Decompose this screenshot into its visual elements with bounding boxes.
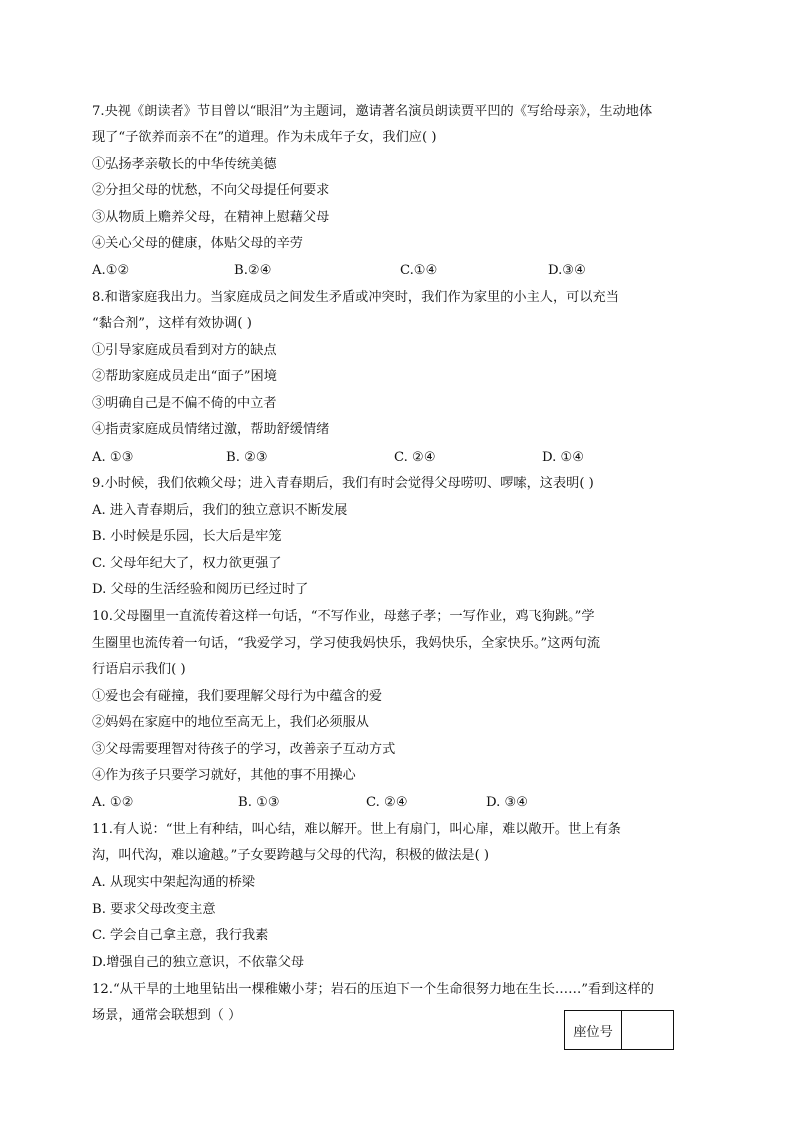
q9-item-c: C. 父母年纪大了，权力欲更强了 <box>92 556 282 571</box>
q7-item-1: ①弘扬孝亲敬长的中华传统美德 <box>92 157 277 172</box>
q9-item-d: D. 父母的生活经验和阅历已经过时了 <box>92 582 309 597</box>
q8-item-4: ④指责家庭成员情绪过激，帮助舒缓情绪 <box>92 422 330 437</box>
seat-number-box <box>564 1010 674 1050</box>
q8-stem-line-2: “黏合剂”，这样有效协调( ) <box>92 316 252 331</box>
q7-option-a: A.①② <box>92 263 130 278</box>
q12-stem-line-2: 场景，通常会联想到（ ） <box>92 1008 242 1023</box>
q10-stem-line-1: 10.父母圈里一直流传着这样一句话，“不写作业，母慈子孝；一写作业，鸡飞狗跳。”学 <box>92 609 595 624</box>
q11-item-c: C. 学会自己拿主意，我行我素 <box>92 928 269 943</box>
q8-option-b: B. ②③ <box>226 450 268 465</box>
q11-stem-line-2: 沟，叫代沟，难以逾越。”子女要跨越与父母的代沟，积极的做法是( ) <box>92 848 490 863</box>
q10-stem-line-2: 生圈里也流传着一句话，“我爱学习，学习使我妈快乐，我妈快乐，全家快乐。”这两句流 <box>92 636 601 651</box>
q8-stem-line-1: 8.和谐家庭我出力。当家庭成员之间发生矛盾或冲突时，我们作为家里的小主人，可以充当 <box>92 290 619 305</box>
q10-item-2: ②妈妈在家庭中的地位至高无上，我们必须服从 <box>92 715 369 730</box>
q10-stem-line-3: 行语启示我们( ) <box>92 662 186 677</box>
q8-item-2: ②帮助家庭成员走出“面子”困境 <box>92 369 277 384</box>
q7-item-3: ③从物质上赡养父母，在精神上慰藉父母 <box>92 210 330 225</box>
q11-item-a: A. 从现实中架起沟通的桥梁 <box>92 875 255 890</box>
seat-number-field[interactable] <box>622 1011 673 1049</box>
q7-option-d: D.③④ <box>548 263 586 278</box>
q10-option-c: C. ②④ <box>366 795 408 810</box>
q8-option-a: A. ①③ <box>92 450 134 465</box>
q11-stem-line-1: 11.有人说：“世上有种结，叫心结，难以解开。世上有扇门，叫心扉，难以敞开。世上有条 <box>92 822 621 837</box>
q10-option-a: A. ①② <box>92 795 134 810</box>
q7-option-c: C.①④ <box>400 263 438 278</box>
q11-item-b: B. 要求父母改变主意 <box>92 902 216 917</box>
q9-stem-line-1: 9.小时候，我们依赖父母；进入青春期后，我们有时会觉得父母唠叨、啰嗦，这表明( ) <box>92 476 594 491</box>
q8-item-3: ③明确自己是不偏不倚的中立者 <box>92 396 277 411</box>
q11-item-d: D.增强自己的独立意识，不依靠父母 <box>92 955 305 970</box>
q8-option-d: D. ①④ <box>542 450 585 465</box>
q12-stem-line-1: 12.“从干旱的土地里钻出一棵稚嫩小芽；岩石的压迫下一个生命很努力地在生长……”看到这样的 <box>92 982 654 997</box>
q7-stem-line-1: 7.央视《朗读者》节目曾以“眼泪”为主题词，邀请著名演员朗读贾平凹的《写给母亲》，生动地体 <box>92 104 653 119</box>
q7-item-2: ②分担父母的忧愁，不向父母提任何要求 <box>92 183 330 198</box>
q9-item-b: B. 小时候是乐园，长大后是牢笼 <box>92 529 282 544</box>
q10-option-d: D. ③④ <box>486 795 529 810</box>
q10-item-3: ③父母需要理智对待孩子的学习，改善亲子互动方式 <box>92 742 396 757</box>
q10-item-4: ④作为孩子只要学习就好，其他的事不用操心 <box>92 768 356 783</box>
q7-item-4: ④关心父母的健康，体贴父母的辛劳 <box>92 236 303 251</box>
q8-item-1: ①引导家庭成员看到对方的缺点 <box>92 343 277 358</box>
q7-option-b: B.②④ <box>234 263 272 278</box>
q10-item-1: ①爱也会有碰撞，我们要理解父母行为中蕴含的爱 <box>92 689 383 704</box>
seat-number-label: 座位号 <box>565 1011 622 1049</box>
q9-item-a: A. 进入青春期后，我们的独立意识不断发展 <box>92 503 348 518</box>
q8-option-c: C. ②④ <box>394 450 436 465</box>
q10-option-b: B. ①③ <box>238 795 280 810</box>
q7-stem-line-2: 现了“子欲养而亲不在”的道理。作为未成年子女，我们应( ) <box>92 130 437 145</box>
